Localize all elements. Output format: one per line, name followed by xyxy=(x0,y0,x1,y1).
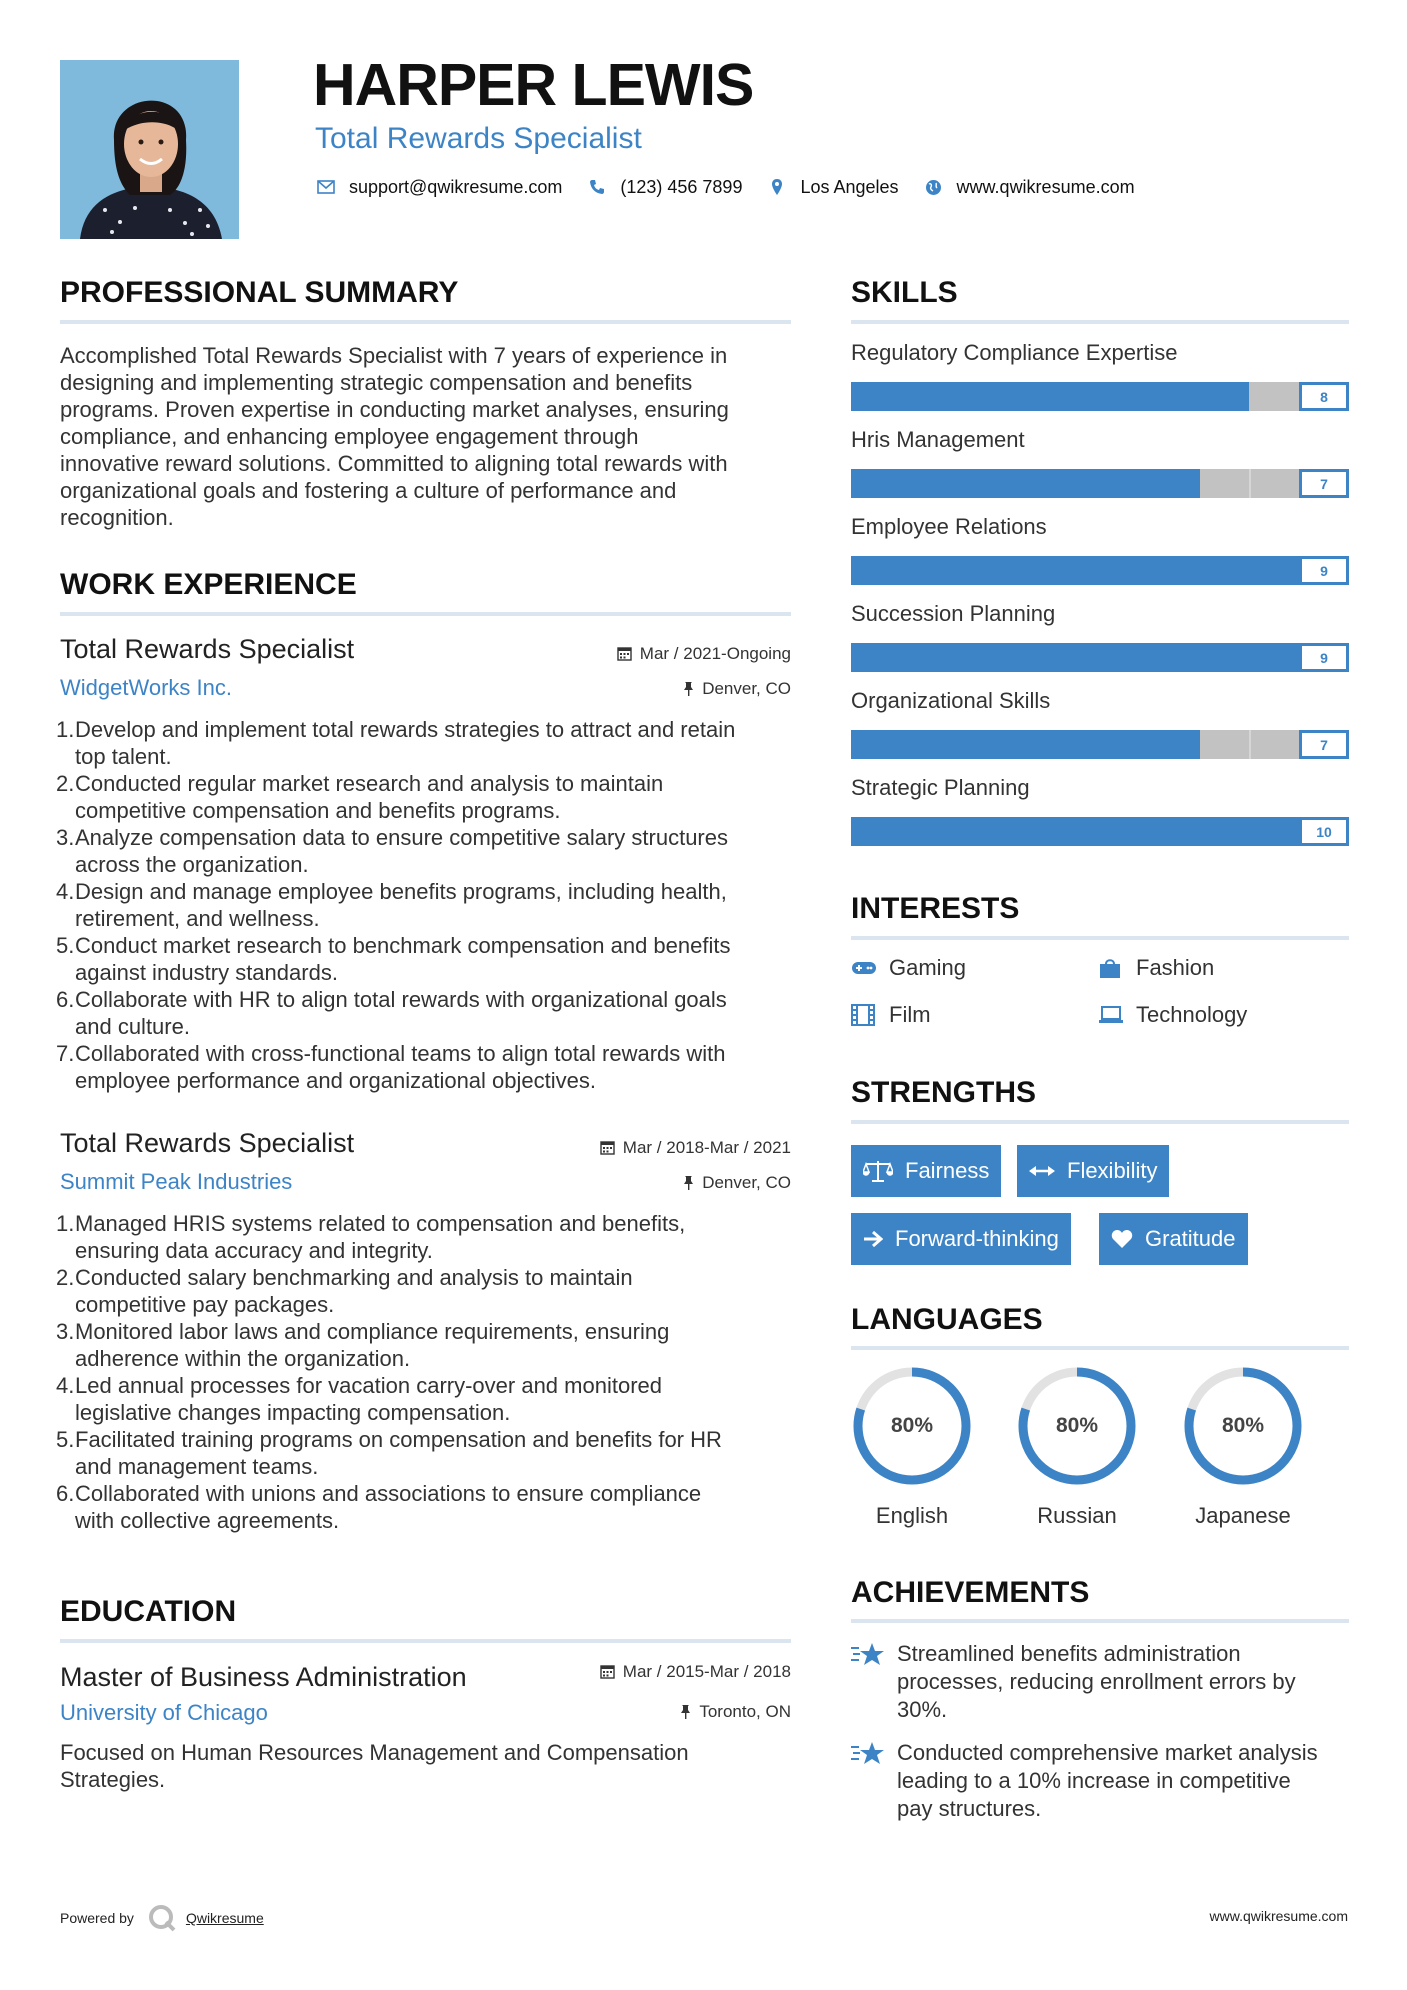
skills-divider xyxy=(851,320,1349,324)
skill-bar xyxy=(851,817,1349,846)
education-heading: EDUCATION xyxy=(60,1595,237,1628)
list-item: 5. Facilitated training programs on compensation and benefits for HR and management teams. xyxy=(56,1427,722,1479)
job-location xyxy=(683,680,791,697)
summary-heading: PROFESSIONAL SUMMARY xyxy=(60,276,459,309)
footer-powered xyxy=(60,1904,264,1932)
skill-name: Regulatory Compliance Expertise xyxy=(851,340,1178,365)
calendar-icon xyxy=(600,1140,615,1155)
skill-name: Succession Planning xyxy=(851,601,1056,626)
qwikresume-link[interactable]: Qwikresume xyxy=(185,1910,264,1926)
interest-item xyxy=(1098,957,1214,979)
skill-level-badge: 10 xyxy=(1299,817,1349,846)
interest-label: Film xyxy=(889,1002,931,1027)
shopping-bag-icon xyxy=(1098,957,1124,979)
pushpin-icon xyxy=(683,1175,694,1190)
skill-bar-fill xyxy=(851,469,1200,498)
skill-bar xyxy=(851,730,1349,759)
map-pin-icon xyxy=(766,176,788,198)
footer-url[interactable]: www.qwikresume.com xyxy=(1209,1908,1348,1924)
laptop-icon xyxy=(1098,1006,1124,1024)
job-date xyxy=(600,1139,791,1156)
heart-icon xyxy=(1111,1229,1133,1249)
gamepad-icon xyxy=(851,960,877,976)
interests-heading: INTERESTS xyxy=(851,892,1020,925)
skill-level-badge: 7 xyxy=(1299,469,1349,498)
job-location-text: Denver, CO xyxy=(702,679,791,698)
contact-bar xyxy=(315,176,1159,198)
experience-divider xyxy=(60,612,791,616)
interest-label: Technology xyxy=(1136,1002,1248,1027)
job-date xyxy=(617,645,791,662)
achievement-line: pay structures. xyxy=(897,1796,1042,1821)
skill-bar xyxy=(851,556,1349,585)
language-item xyxy=(851,1365,973,1528)
interest-item xyxy=(851,1004,931,1026)
language-item xyxy=(1182,1365,1304,1528)
calendar-icon xyxy=(600,1664,615,1679)
strength-tag xyxy=(851,1213,1071,1265)
pushpin-icon xyxy=(680,1704,691,1719)
list-item: 7. Collaborated with cross-functional teams to align total rewards with employee performance and organizational objectives. xyxy=(56,1041,726,1093)
degree-title: Master of Business Administration xyxy=(60,1662,467,1692)
achievement-line: Conducted comprehensive market analysis xyxy=(897,1740,1318,1765)
summary-line: programs. Proven expertise in conducting market analyses, ensuring xyxy=(60,397,729,422)
achievements-heading: ACHIEVEMENTS xyxy=(851,1576,1090,1609)
skill-bar-fill xyxy=(851,730,1200,759)
contact-website[interactable]: www.qwikresume.com xyxy=(956,176,1135,197)
education-description xyxy=(60,1739,791,1793)
education-line: Focused on Human Resources Management and Compensation xyxy=(60,1740,689,1765)
skill-level-badge: 9 xyxy=(1299,556,1349,585)
achievement-line: Streamlined benefits administration xyxy=(897,1641,1241,1666)
skill-bar-fill xyxy=(851,817,1349,846)
achievement-line: 30%. xyxy=(897,1697,948,1722)
summary-line: innovative reward solutions. Committed to aligning total rewards with xyxy=(60,451,728,476)
list-item: 1. Managed HRIS systems related to compensation and benefits, ensuring data accuracy and integrity. xyxy=(56,1211,686,1263)
calendar-icon xyxy=(617,646,632,661)
skill-level-badge: 8 xyxy=(1299,382,1349,411)
pushpin-icon xyxy=(683,681,694,696)
interests-divider xyxy=(851,936,1349,940)
summary-line: organizational goals and fostering a culture of performance and xyxy=(60,478,677,503)
star-award-icon xyxy=(851,1642,885,1724)
skill-bar-fill xyxy=(851,556,1299,585)
strength-label: Fairness xyxy=(905,1158,990,1183)
strength-label: Forward-thinking xyxy=(895,1226,1059,1251)
education-date xyxy=(600,1663,791,1680)
job-company[interactable]: Summit Peak Industries xyxy=(60,1169,293,1194)
skill-bar xyxy=(851,382,1349,411)
achievement-item xyxy=(851,1739,1349,1823)
languages-heading: LANGUAGES xyxy=(851,1303,1043,1336)
star-award-icon xyxy=(851,1741,885,1823)
interest-label: Fashion xyxy=(1136,955,1215,980)
education-line: Strategies. xyxy=(60,1767,166,1792)
interest-item xyxy=(1098,1004,1247,1026)
job-date-text: Mar / 2021-Ongoing xyxy=(639,644,791,663)
interest-label: Gaming xyxy=(889,955,967,980)
skill-name: Organizational Skills xyxy=(851,688,1051,713)
education-divider xyxy=(60,1639,791,1643)
strengths-heading: STRENGTHS xyxy=(851,1076,1037,1109)
education-location xyxy=(680,1703,791,1720)
summary-line: compliance, and enhancing employee engagement through xyxy=(60,424,639,449)
language-percent: 80% xyxy=(1221,1414,1265,1437)
list-item: 4. Design and manage employee benefits programs, including health, retirement, and wellness. xyxy=(56,879,727,931)
arrows-horizontal-icon xyxy=(1029,1164,1055,1178)
job-date-text: Mar / 2018-Mar / 2021 xyxy=(622,1138,791,1157)
skill-bar-fill xyxy=(851,382,1249,411)
job-company[interactable]: WidgetWorks Inc. xyxy=(60,675,232,700)
language-item xyxy=(1016,1365,1138,1528)
summary-line: Accomplished Total Rewards Specialist with 7 years of experience in xyxy=(60,343,728,368)
qwikresume-logo-icon xyxy=(148,1904,176,1932)
contact-phone[interactable]: (123) 456 7899 xyxy=(620,176,743,197)
achievements-divider xyxy=(851,1619,1349,1623)
education-location-text: Toronto, ON xyxy=(699,1702,791,1721)
education-date-text: Mar / 2015-Mar / 2018 xyxy=(622,1662,791,1681)
interest-item xyxy=(851,957,966,979)
skill-bar-fill xyxy=(851,643,1299,672)
list-item: 6. Collaborate with HR to align total rewards with organizational goals and culture. xyxy=(56,987,727,1039)
job-location-text: Denver, CO xyxy=(702,1173,791,1192)
skill-name: Employee Relations xyxy=(851,514,1047,539)
list-item: 6. Collaborated with unions and associations to ensure compliance with collective agreements. xyxy=(56,1481,702,1533)
list-item: 5. Conduct market research to benchmark compensation and benefits against industry standards. xyxy=(56,933,731,985)
strength-tag xyxy=(1099,1213,1248,1265)
globe-icon xyxy=(923,176,945,198)
list-item: 2. Conducted salary benchmarking and analysis to maintain competitive pay packages. xyxy=(56,1265,633,1317)
skill-bar-segment xyxy=(1249,730,1251,759)
contact-location: Los Angeles xyxy=(800,176,899,197)
achievement-line: leading to a 10% increase in competitive xyxy=(897,1768,1291,1793)
language-name: Russian xyxy=(1037,1503,1117,1528)
strengths-divider xyxy=(851,1120,1349,1124)
skill-bar xyxy=(851,469,1349,498)
achievement-item xyxy=(851,1640,1349,1724)
contact-email[interactable]: support@qwikresume.com xyxy=(349,176,563,197)
language-name: English xyxy=(875,1503,949,1528)
summary-divider xyxy=(60,320,791,324)
strength-label: Flexibility xyxy=(1067,1158,1158,1183)
skill-bar-segment xyxy=(1249,469,1251,498)
achievement-line: processes, reducing enrollment errors by xyxy=(897,1669,1296,1694)
list-item: 3. Analyze compensation data to ensure competitive salary structures across the organization. xyxy=(56,825,728,877)
strength-label: Gratitude xyxy=(1145,1226,1236,1251)
film-icon xyxy=(851,1004,877,1026)
job-responsibilities xyxy=(56,716,796,1094)
phone-icon xyxy=(586,176,608,198)
list-item: 2. Conducted regular market research and analysis to maintain competitive compensation and benefits programs. xyxy=(56,771,664,823)
job-responsibilities xyxy=(56,1210,796,1534)
job-title: Total Rewards Specialist xyxy=(60,1128,355,1158)
strength-tag xyxy=(851,1145,1001,1197)
strength-tag xyxy=(1017,1145,1169,1197)
balance-scale-icon xyxy=(863,1160,893,1182)
school-name[interactable]: University of Chicago xyxy=(60,1700,268,1725)
list-item: 3. Monitored labor laws and compliance requirements, ensuring adherence within the organization. xyxy=(56,1319,670,1371)
skill-name: Hris Management xyxy=(851,427,1025,452)
envelope-icon xyxy=(315,176,337,198)
summary-text xyxy=(60,342,791,531)
candidate-name: HARPER LEWIS xyxy=(313,52,754,118)
list-item: 4. Led annual processes for vacation carry-over and monitored legislative changes impacting compensation. xyxy=(56,1373,662,1425)
candidate-title: Total Rewards Specialist xyxy=(315,122,642,155)
arrow-right-icon xyxy=(863,1230,883,1248)
summary-line: designing and implementing strategic compensation and benefits xyxy=(60,370,693,395)
job-location xyxy=(683,1174,791,1191)
languages-divider xyxy=(851,1346,1349,1350)
profile-photo xyxy=(60,60,239,239)
language-percent: 80% xyxy=(1055,1414,1099,1437)
skill-bar xyxy=(851,643,1349,672)
language-percent: 80% xyxy=(890,1414,934,1437)
language-name: Japanese xyxy=(1195,1503,1291,1528)
list-item: 1. Develop and implement total rewards strategies to attract and retain top talent. xyxy=(56,717,736,769)
powered-by-text: Powered by xyxy=(60,1910,134,1926)
skill-name: Strategic Planning xyxy=(851,775,1030,800)
skills-heading: SKILLS xyxy=(851,276,958,309)
job-title: Total Rewards Specialist xyxy=(60,634,355,664)
skill-level-badge: 9 xyxy=(1299,643,1349,672)
experience-heading: WORK EXPERIENCE xyxy=(60,568,357,601)
summary-line: recognition. xyxy=(60,505,174,530)
skill-level-badge: 7 xyxy=(1299,730,1349,759)
